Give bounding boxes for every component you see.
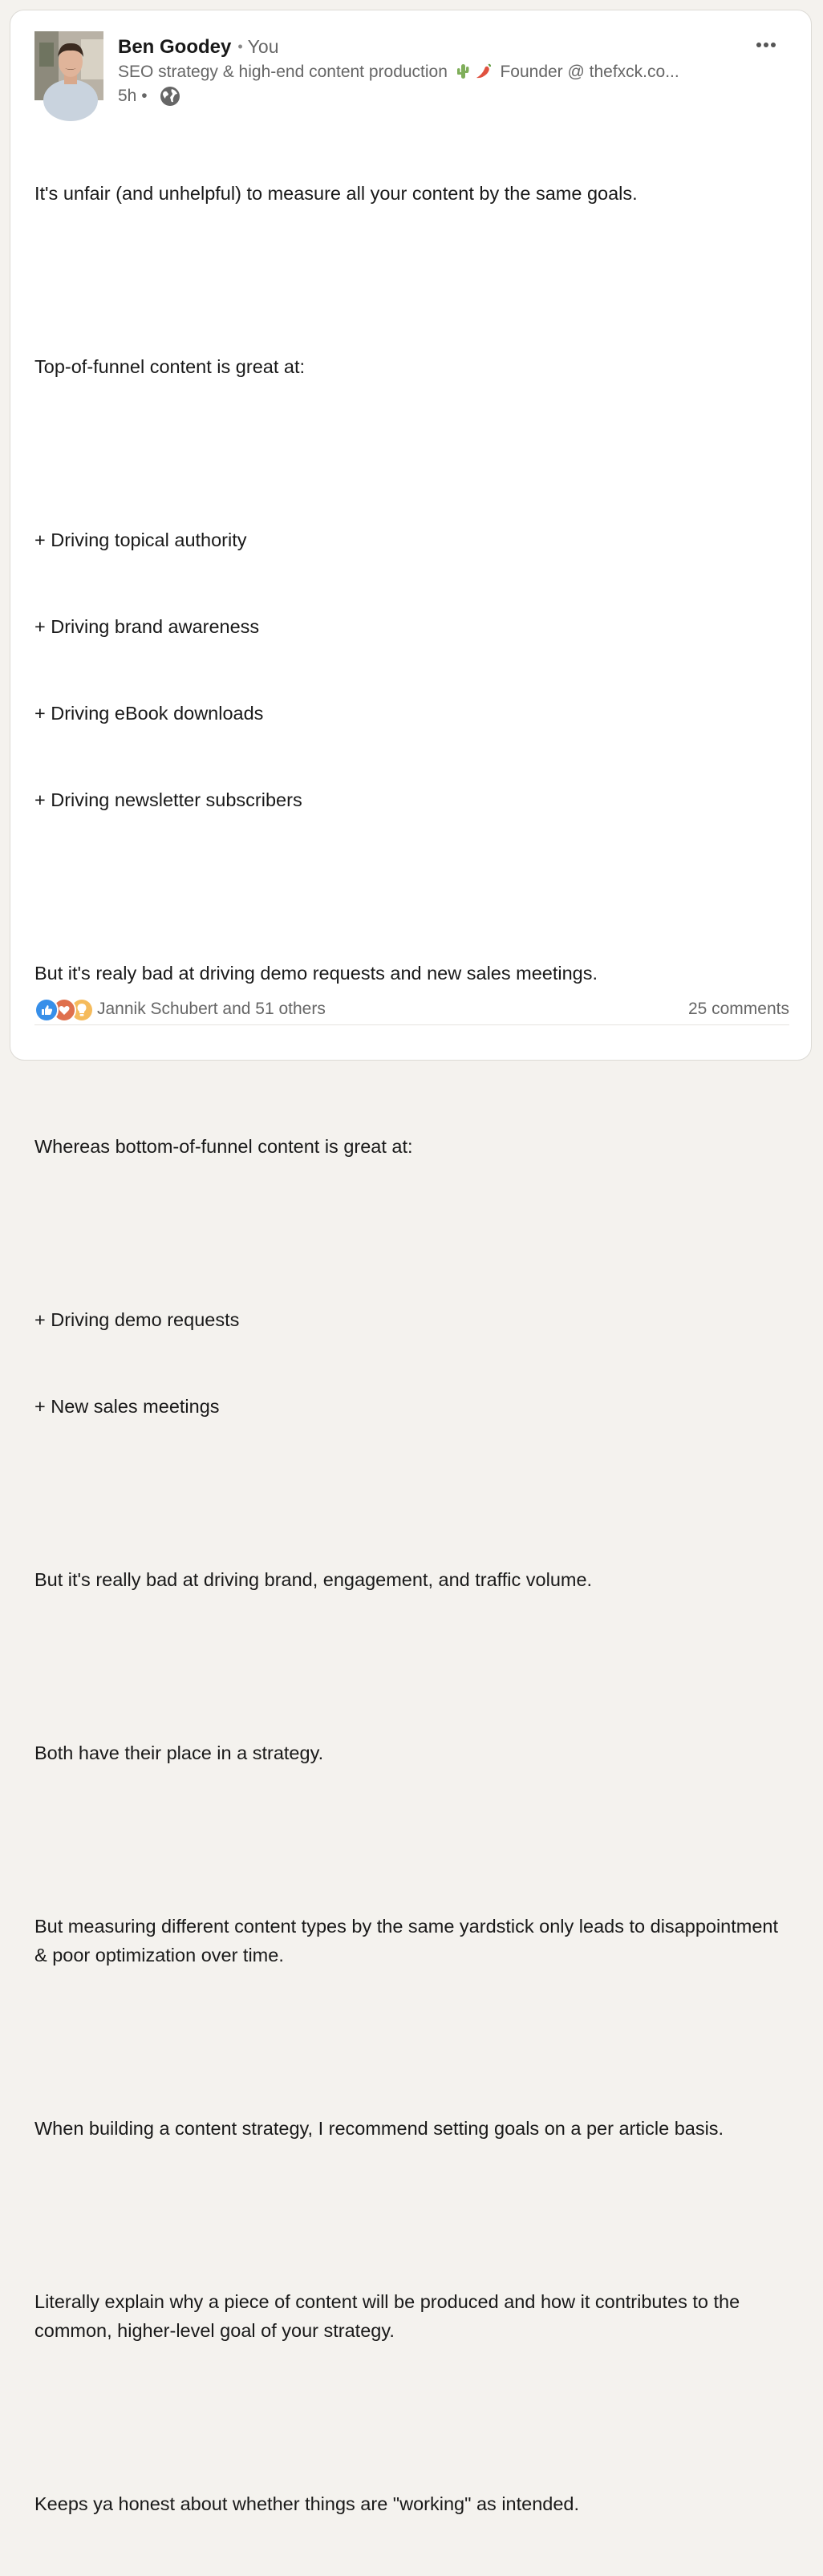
post-paragraph (34, 1652, 780, 1681)
post-header (34, 31, 789, 112)
post-paragraph: When building a content strategy, I recommend setting goals on a per article basis. (34, 2118, 724, 2139)
post-meta (118, 84, 744, 108)
post-paragraph: Top-of-funnel content is great at: (34, 356, 306, 377)
post-paragraph: + New sales meetings (34, 1396, 220, 1417)
post-paragraph: It's unfair (and unhelpful) to measure all your content by the same goals. (34, 183, 638, 204)
profile-photo (34, 31, 103, 100)
cactus-emoji (456, 63, 470, 80)
author-block (118, 33, 744, 108)
social-counts (34, 996, 789, 1025)
reactions-summary[interactable] (34, 997, 326, 1021)
post-paragraph: Whereas bottom-of-funnel content is great at: (34, 1136, 413, 1157)
post-paragraph: Both have their place in a strategy. (34, 1742, 324, 1763)
post-paragraph: + Driving eBook downloads (34, 703, 264, 724)
post-paragraph: + Driving topical authority (34, 529, 247, 550)
post-paragraph: + Driving newsletter subscribers (34, 789, 302, 810)
author-headline (118, 60, 728, 84)
post-paragraph: + Driving brand awareness (34, 616, 260, 637)
post-paragraph: But it's really bad at driving brand, engagement, and traffic volume. (34, 1569, 593, 1590)
avatar[interactable] (34, 31, 103, 100)
more-options-button[interactable] (750, 36, 782, 54)
post-paragraph: But it's realy bad at driving demo requests and new sales meetings. (34, 963, 598, 984)
post-paragraph (34, 1825, 780, 1854)
post-body (34, 121, 784, 2576)
post-paragraph: + Driving demo requests (34, 1309, 240, 1330)
post-paragraph (34, 266, 780, 294)
like-icon (34, 998, 59, 1022)
reaction-icons (34, 998, 92, 1020)
headline-text: SEO strategy & high-end content production (118, 63, 448, 81)
name-line (118, 33, 744, 60)
relation-label: You (247, 36, 279, 57)
post-paragraph: But measuring different content types by the same yardstick only leads to disappointment & poor optimization over time. (34, 1916, 784, 1965)
post-card (10, 10, 812, 2514)
post-time: 5h (118, 87, 137, 105)
post-paragraph (34, 2201, 780, 2229)
post-paragraph: Literally explain why a piece of content will be produced and how it contributes to the common, higher-level goal of your strategy. (34, 2291, 745, 2341)
post-paragraph (34, 1479, 780, 1507)
post-paragraph (34, 1045, 780, 1074)
headline-founder[interactable]: Founder @ thefxck.co... (500, 63, 679, 81)
post-paragraph (34, 439, 780, 468)
comments-count[interactable]: 25 comments (687, 1000, 789, 1018)
name-separator: • (237, 39, 243, 55)
more-options-icon (756, 42, 776, 48)
time-separator: • (141, 87, 148, 105)
author-name[interactable]: Ben Goodey (118, 36, 232, 58)
post-paragraph (34, 872, 780, 901)
globe-icon (160, 86, 180, 107)
chili-pepper-emoji (475, 63, 493, 80)
reactions-count[interactable]: Jannik Schubert and 51 others (97, 1000, 326, 1018)
post-paragraph (34, 2403, 780, 2432)
post-paragraph (34, 1219, 780, 1247)
post-paragraph: Keeps ya honest about whether things are "working" as intended. (34, 2493, 580, 2514)
post-paragraph (34, 2027, 780, 2056)
